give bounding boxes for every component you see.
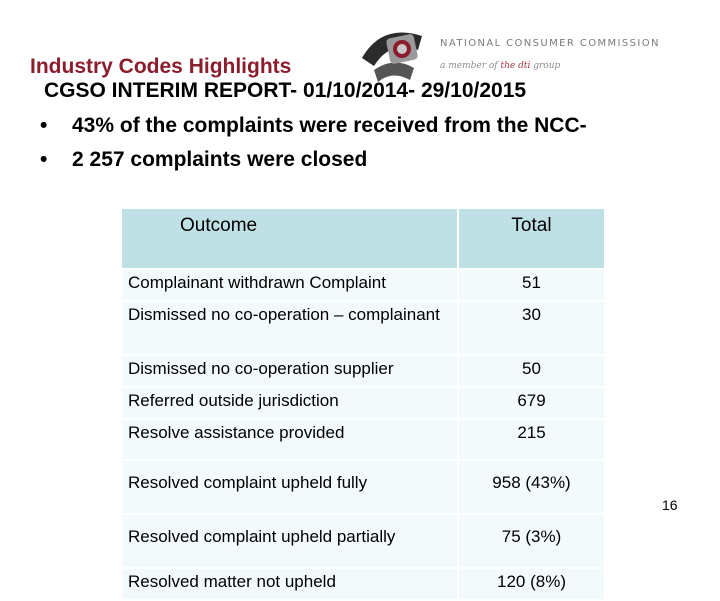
logo-subtitle: a member of the dti group xyxy=(440,61,561,71)
table-row xyxy=(122,515,604,567)
outcome-cell: Dismissed no co-operation – complainant xyxy=(122,302,457,354)
total-cell: 215 xyxy=(457,420,604,459)
total-cell: 51 xyxy=(457,270,604,300)
bullet-list xyxy=(40,114,587,182)
outcome-cell: Resolved complaint upheld partially xyxy=(122,515,457,567)
ncc-emblem-icon xyxy=(352,18,442,88)
report-subtitle: CGSO INTERIM REPORT- 01/10/2014- 29/10/2015 xyxy=(44,79,527,102)
outcome-cell: Resolved matter not upheld xyxy=(122,569,457,599)
total-cell: 120 (8%) xyxy=(457,569,604,599)
bullet-icon: • xyxy=(40,148,48,171)
table-header-row xyxy=(122,209,604,268)
table-row xyxy=(122,569,604,599)
total-cell: 75 (3%) xyxy=(457,515,604,567)
logo-title: NATIONAL CONSUMER COMMISSION xyxy=(440,38,660,49)
table-row xyxy=(122,420,604,459)
total-cell: 50 xyxy=(457,356,604,386)
table-row xyxy=(122,461,604,513)
outcome-cell: Dismissed no co-operation supplier xyxy=(122,356,457,386)
table-row xyxy=(122,356,604,386)
header-outcome: Outcome xyxy=(122,209,457,268)
outcomes-table xyxy=(122,207,604,601)
bullet-item: • 2 257 complaints were closed xyxy=(40,148,368,171)
page-number: 16 xyxy=(662,497,678,513)
total-cell: 958 (43%) xyxy=(457,461,604,513)
outcome-cell: Resolved complaint upheld fully xyxy=(122,461,457,513)
outcome-cell: Resolve assistance provided xyxy=(122,420,457,459)
outcome-cell: Referred outside jurisdiction xyxy=(122,388,457,418)
slide-title: Industry Codes Highlights xyxy=(30,55,292,78)
outcome-cell: Complainant withdrawn Complaint xyxy=(122,270,457,300)
header-total: Total xyxy=(457,209,604,268)
table-row xyxy=(122,302,604,354)
total-cell: 679 xyxy=(457,388,604,418)
bullet-icon: • xyxy=(40,114,48,137)
bullet-item: • 43% of the complaints were received from the NCC- xyxy=(40,114,587,137)
table-row xyxy=(122,270,604,300)
ncc-logo xyxy=(352,18,720,88)
table-row xyxy=(122,388,604,418)
total-cell: 30 xyxy=(457,302,604,354)
